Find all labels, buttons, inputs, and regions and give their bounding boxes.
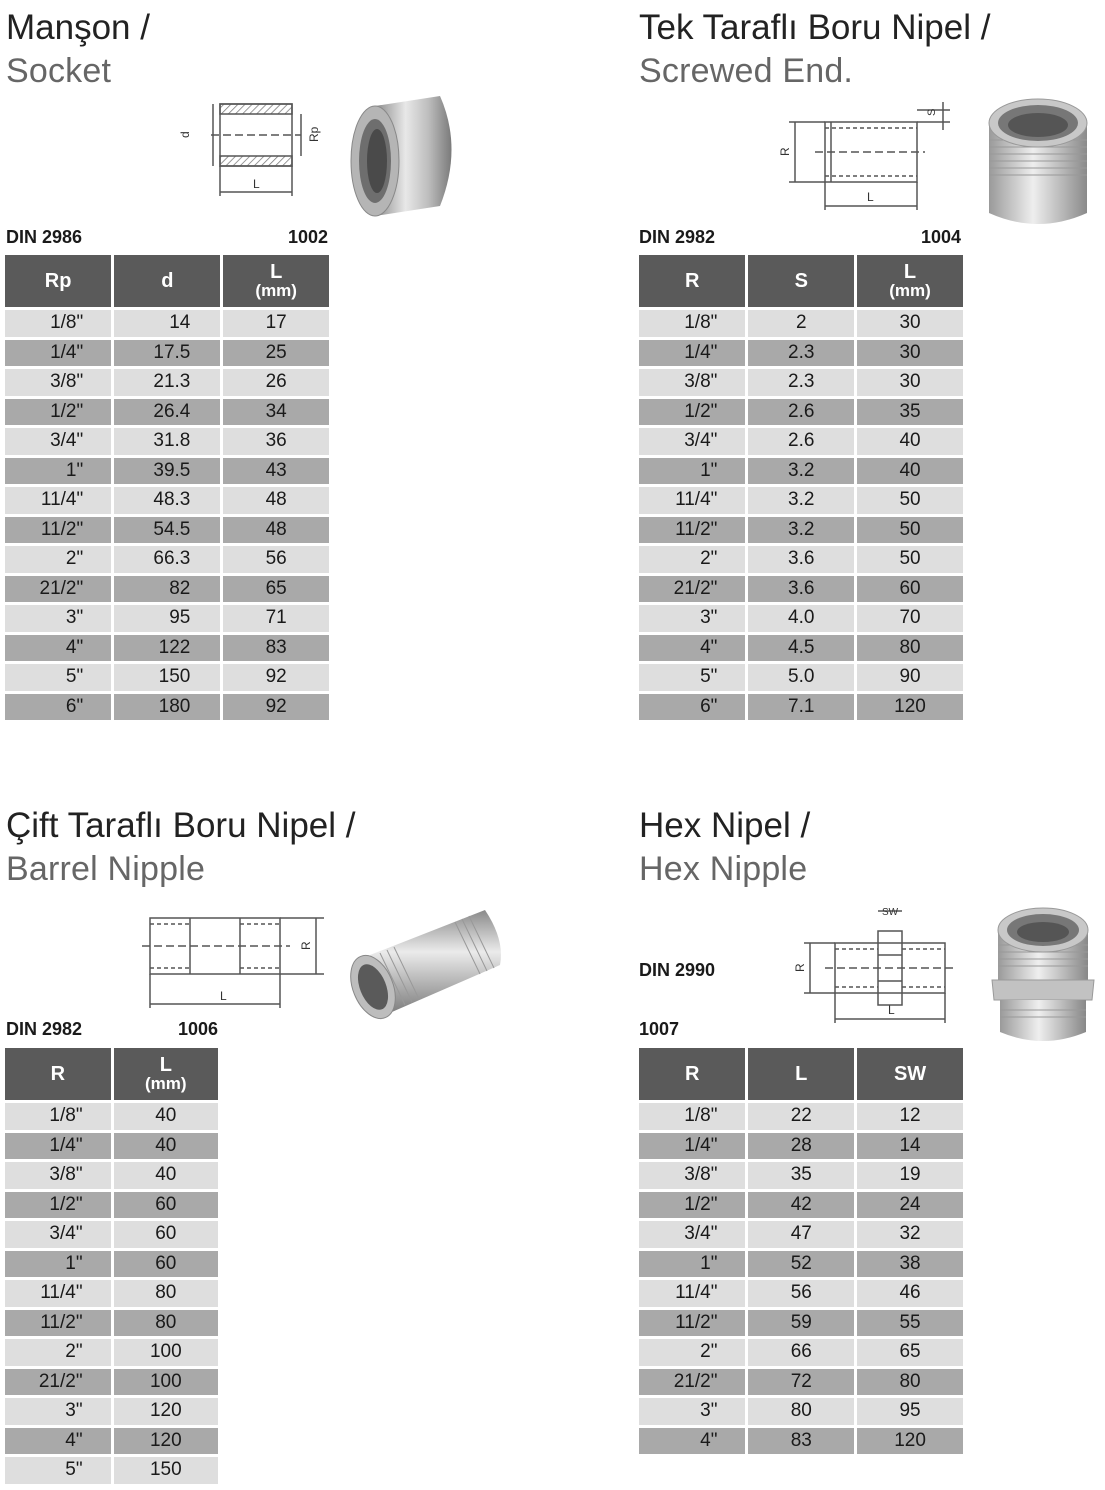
table-row [5,635,329,662]
table-row [639,340,963,367]
hex-nipple-table [636,1045,966,1457]
table-cell: 6" [639,694,745,721]
table-row [5,1310,218,1337]
socket-title: Manşon / [6,8,150,47]
table-row [5,399,329,426]
table-cell: 1" [5,458,111,485]
table-cell: 30 [857,310,963,337]
table-row [639,428,963,455]
table-row [639,369,963,396]
table-cell: 80 [857,1369,963,1396]
table-cell: 5" [5,664,111,691]
socket-diagram-l-label: L [253,177,260,191]
table-row [5,1339,218,1366]
table-cell: 72 [748,1369,854,1396]
table-cell: 21/2" [639,576,745,603]
column-header [639,1048,745,1100]
column-header [857,1048,963,1100]
table-cell: 4" [639,1428,745,1455]
table-cell: 4.5 [748,635,854,662]
column-header [748,1048,854,1100]
table-cell: 40 [114,1162,218,1189]
table-row [639,1369,963,1396]
table-cell: 54.5 [114,517,220,544]
table-cell: 1/8" [5,1103,111,1130]
table-cell: 42 [748,1192,854,1219]
column-header-label: L [795,1063,808,1085]
table-cell: 83 [223,635,329,662]
table-row [639,1162,963,1189]
table-cell: 3.2 [748,517,854,544]
table-cell: 1" [639,1251,745,1278]
column-header [639,255,745,307]
table-cell: 2" [639,1339,745,1366]
table-cell: 43 [223,458,329,485]
table-row [639,635,963,662]
table-cell: 4" [639,635,745,662]
table-cell: 1/2" [639,1192,745,1219]
table-cell: 71 [223,605,329,632]
table-row [5,1428,218,1455]
table-cell: 2" [5,1339,111,1366]
table-cell: 100 [114,1369,218,1396]
table-cell: 66 [748,1339,854,1366]
table-cell: 11/4" [5,1280,111,1307]
screwed-end-subtitle: Screwed End. [639,52,854,90]
screwed-end-code: 1004 [921,227,962,247]
table-cell: 3.2 [748,458,854,485]
column-header [748,255,854,307]
socket-table [2,252,332,723]
table-cell: 4" [5,635,111,662]
column-header [114,255,220,307]
table-cell: 92 [223,694,329,721]
table-row [5,310,329,337]
table-cell: 3" [5,605,111,632]
table-row [5,605,329,632]
table-cell: 120 [114,1398,218,1425]
table-cell: 3/8" [5,1162,111,1189]
table-cell: 3/4" [5,1221,111,1248]
table-row [5,1103,218,1130]
table-row [639,487,963,514]
hex-nipple-standard: DIN 2990 [639,960,716,980]
table-cell: 17 [223,310,329,337]
column-header [5,1048,111,1100]
table-cell: 2.3 [748,340,854,367]
column-header-label: d [161,270,174,292]
table-row [5,1457,218,1484]
socket-diagram-rp-label: Rp [307,126,321,142]
table-cell: 26 [223,369,329,396]
barrel-nipple-standard: DIN 2982 [6,1019,83,1039]
table-row [639,1192,963,1219]
hex-nipple-diagram [790,905,960,1030]
table-cell: 40 [857,458,963,485]
hex-nipple-diagram-r-label: R [793,963,807,972]
hex-nipple-photo [988,900,1098,1050]
table-row [5,458,329,485]
barrel-nipple-diagram [140,910,335,1015]
socket-code: 1002 [288,227,329,247]
table-row [639,1280,963,1307]
table-cell: 80 [114,1310,218,1337]
table-cell: 100 [114,1339,218,1366]
table-cell: 56 [223,546,329,573]
barrel-nipple-diagram-l-label: L [220,989,227,1003]
barrel-nipple-title: Çift Taraflı Boru Nipel / [6,806,356,845]
table-cell: 90 [857,664,963,691]
table-cell: 55 [857,1310,963,1337]
table-cell: 80 [857,635,963,662]
table-cell: 39.5 [114,458,220,485]
table-cell: 50 [857,487,963,514]
table-cell: 21/2" [639,1369,745,1396]
table-cell: 40 [114,1133,218,1160]
screwed-end-table [636,252,966,723]
table-cell: 1/4" [639,1133,745,1160]
table-cell: 32 [857,1221,963,1248]
table-cell: 26.4 [114,399,220,426]
socket-diagram-d-label: d [178,131,192,138]
table-cell: 60 [114,1251,218,1278]
table-cell: 3" [639,605,745,632]
table-cell: 21/2" [5,1369,111,1396]
table-cell: 46 [857,1280,963,1307]
table-cell: 28 [748,1133,854,1160]
column-header-label: R [50,1063,66,1085]
column-header-unit: (mm) [889,281,931,300]
table-cell: 82 [114,576,220,603]
table-cell: 21.3 [114,369,220,396]
table-row [639,664,963,691]
table-cell: 7.1 [748,694,854,721]
table-cell: 50 [857,517,963,544]
table-row [5,487,329,514]
column-header-unit: (mm) [255,281,297,300]
table-cell: 120 [857,694,963,721]
screwed-end-diagram-s-label: S [926,108,938,116]
table-cell: 3/8" [639,369,745,396]
table-row [639,694,963,721]
table-cell: 17.5 [114,340,220,367]
table-cell: 3/4" [5,428,111,455]
table-cell: 11/4" [5,487,111,514]
table-row [5,340,329,367]
table-cell: 19 [857,1162,963,1189]
table-row [5,694,329,721]
table-cell: 2.6 [748,428,854,455]
screwed-end-diagram-r-label: R [778,147,792,156]
column-header-label: R [685,1063,700,1085]
table-row [5,1280,218,1307]
table-cell: 11/2" [5,517,111,544]
column-header [114,1048,218,1100]
table-row [5,1162,218,1189]
table-cell: 5" [639,664,745,691]
column-header-label: L [270,261,283,283]
table-row [5,1398,218,1425]
table-cell: 22 [748,1103,854,1130]
table-row [5,1369,218,1396]
barrel-nipple-table [2,1045,221,1487]
table-cell: 2.3 [748,369,854,396]
table-cell: 1/4" [5,340,111,367]
table-cell: 92 [223,664,329,691]
table-cell: 3/4" [639,1221,745,1248]
table-row [639,458,963,485]
column-header-label: SW [893,1063,927,1085]
table-cell: 3.6 [748,546,854,573]
table-cell: 48.3 [114,487,220,514]
screwed-end-photo [983,95,1093,235]
table-row [5,546,329,573]
table-cell: 35 [748,1162,854,1189]
table-cell: 36 [223,428,329,455]
table-cell: 60 [857,576,963,603]
table-cell: 25 [223,340,329,367]
table-cell: 150 [114,664,220,691]
table-cell: 3/4" [639,428,745,455]
table-cell: 3.6 [748,576,854,603]
table-cell: 14 [857,1133,963,1160]
table-cell: 2" [5,546,111,573]
table-cell: 2.6 [748,399,854,426]
table-cell: 80 [748,1398,854,1425]
table-cell: 95 [857,1398,963,1425]
table-row [639,576,963,603]
table-cell: 5.0 [748,664,854,691]
table-cell: 11/4" [639,487,745,514]
hex-nipple-code: 1007 [639,1019,680,1039]
table-cell: 50 [857,546,963,573]
socket-standard: DIN 2986 [6,227,83,247]
table-cell: 11/4" [639,1280,745,1307]
table-cell: 1/4" [5,1133,111,1160]
table-cell: 40 [114,1103,218,1130]
table-cell: 48 [223,487,329,514]
table-cell: 48 [223,517,329,544]
hex-nipple-diagram-l-label: L [888,1003,895,1017]
hex-nipple-diagram-sw-label: SW [882,907,899,918]
table-row [639,1251,963,1278]
screwed-end-standard: DIN 2982 [639,227,716,247]
column-header-label: Rp [44,270,72,292]
column-header [5,255,111,307]
table-cell: 180 [114,694,220,721]
table-cell: 1" [639,458,745,485]
table-cell: 3.2 [748,487,854,514]
table-cell: 38 [857,1251,963,1278]
table-row [639,1221,963,1248]
table-cell: 5" [5,1457,111,1484]
table-row [5,428,329,455]
table-row [5,1192,218,1219]
table-cell: 12 [857,1103,963,1130]
table-row [639,546,963,573]
table-cell: 31.8 [114,428,220,455]
table-cell: 35 [857,399,963,426]
table-cell: 30 [857,340,963,367]
table-cell: 1/2" [5,399,111,426]
table-row [5,517,329,544]
table-row [639,605,963,632]
barrel-nipple-subtitle: Barrel Nipple [6,850,206,888]
barrel-nipple-code: 1006 [178,1019,219,1039]
table-cell: 2 [748,310,854,337]
table-cell: 34 [223,399,329,426]
socket-photo [345,88,465,223]
table-cell: 2" [639,546,745,573]
socket-subtitle: Socket [6,52,112,90]
table-row [639,399,963,426]
table-cell: 4.0 [748,605,854,632]
table-cell: 1/2" [639,399,745,426]
table-cell: 3" [639,1398,745,1425]
screwed-end-diagram [775,100,955,215]
table-cell: 80 [114,1280,218,1307]
column-header-label: L [159,1054,172,1076]
table-cell: 24 [857,1192,963,1219]
table-cell: 3" [5,1398,111,1425]
table-row [5,1221,218,1248]
table-cell: 59 [748,1310,854,1337]
table-cell: 120 [857,1428,963,1455]
table-cell: 1" [5,1251,111,1278]
table-cell: 11/2" [639,517,745,544]
table-row [5,1251,218,1278]
table-cell: 60 [114,1221,218,1248]
table-row [5,369,329,396]
table-cell: 4" [5,1428,111,1455]
table-cell: 95 [114,605,220,632]
table-row [5,576,329,603]
table-row [639,1398,963,1425]
screwed-end-title: Tek Taraflı Boru Nipel / [639,8,991,47]
column-header-unit: (mm) [145,1074,187,1093]
table-cell: 1/2" [5,1192,111,1219]
barrel-nipple-photo [345,895,505,1030]
table-cell: 83 [748,1428,854,1455]
table-cell: 3/8" [5,369,111,396]
table-row [639,1103,963,1130]
table-cell: 150 [114,1457,218,1484]
table-row [639,1339,963,1366]
table-cell: 30 [857,369,963,396]
column-header-label: S [794,270,808,292]
table-cell: 65 [857,1339,963,1366]
table-cell: 66.3 [114,546,220,573]
table-cell: 47 [748,1221,854,1248]
table-cell: 21/2" [5,576,111,603]
table-cell: 11/2" [5,1310,111,1337]
table-cell: 122 [114,635,220,662]
table-row [639,517,963,544]
table-cell: 1/8" [639,310,745,337]
hex-nipple-subtitle: Hex Nipple [639,850,808,888]
table-row [5,664,329,691]
column-header-label: R [684,270,700,292]
screwed-end-diagram-l-label: L [867,190,874,204]
table-cell: 14 [114,310,220,337]
column-header-label: L [903,261,917,283]
table-cell: 70 [857,605,963,632]
table-cell: 11/2" [639,1310,745,1337]
table-cell: 3/8" [639,1162,745,1189]
table-cell: 1/4" [639,340,745,367]
table-cell: 1/8" [5,310,111,337]
table-cell: 60 [114,1192,218,1219]
table-row [639,1133,963,1160]
table-cell: 6" [5,694,111,721]
table-row [639,1310,963,1337]
barrel-nipple-diagram-r-label: R [299,941,313,950]
table-cell: 65 [223,576,329,603]
table-row [5,1133,218,1160]
table-cell: 56 [748,1280,854,1307]
column-header [223,255,329,307]
table-row [639,310,963,337]
socket-diagram [175,96,335,206]
column-header [857,255,963,307]
table-cell: 52 [748,1251,854,1278]
table-cell: 1/8" [639,1103,745,1130]
table-cell: 40 [857,428,963,455]
hex-nipple-title: Hex Nipel / [639,806,811,845]
table-cell: 120 [114,1428,218,1455]
table-row [639,1428,963,1455]
